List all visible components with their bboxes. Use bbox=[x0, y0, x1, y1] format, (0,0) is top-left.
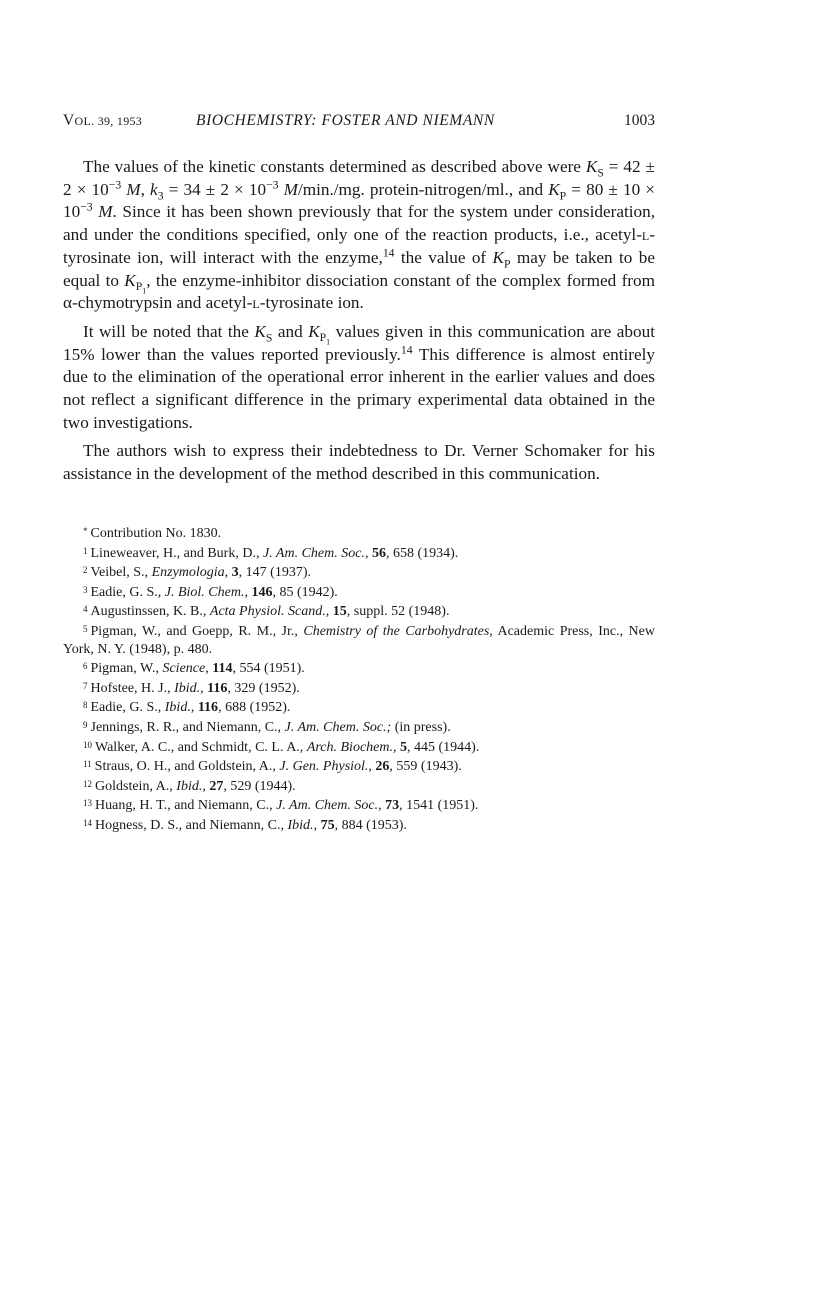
footnote: $^2$ Veibel, S., Enzymologia, 3, 147 (1937). bbox=[83, 565, 311, 581]
paragraph-acknowledgment: The authors wish to express their indebtedness to Dr. Verner Schomaker for his assistance in the development of the method described in this communication. bbox=[63, 441, 655, 484]
footnote: $^7$ Hofstee, H. J., Ibid., 116, 329 (1952). bbox=[83, 680, 300, 696]
footnote: $^3$ Eadie, G. S., J. Biol. Chem., 146, 85 (1942). bbox=[83, 584, 338, 600]
footnote: $^9$ Jennings, R. R., and Niemann, C., J. Am. Chem. Soc.; (in press). bbox=[83, 719, 451, 735]
volume-info: VOL. 39, 1953 bbox=[63, 112, 143, 129]
footnote: $^5$ Pigman, W., and Goepp, R. M., Jr., Chemistry of the Carbohydrates, Academic Press, Inc., New York, N. Y. (1948), p. 480. bbox=[63, 623, 655, 657]
footnote: $^{13}$ Huang, H. T., and Niemann, C., J. Am. Chem. Soc., 73, 1541 (1951). bbox=[83, 798, 479, 814]
reference-14: 14 bbox=[382, 246, 395, 260]
reference-14: 14 bbox=[400, 342, 413, 356]
footnote: $^{12}$ Goldstein, A., Ibid., 27, 529 (1944). bbox=[83, 778, 296, 794]
paragraph-kinetic-constants: The values of the kinetic constants determined as described above were $K_S = 42 \pm 2 \times 10^{-3}$ M, $k_3 = 34 \pm 2 \times 10^{-3}$ M/min./mg. protein-nitrogen/ml., and $K_P = 80 \pm 10 \times 10^{-3}$ M. Since it has been shown previously that for the system under consideration, and under the conditions specified, only one of the reaction products, i.e., acetyl-l-tyrosinate ion, will interact with the enzyme,$^{14}$ the value of $K_P$ may be taken to be equal to $K_{P_1}$, the enzyme-inhibitor dissociation constant of the complex formed from α-chymotrypsin and acetyl-l-tyrosinate ion. bbox=[63, 157, 655, 313]
paragraph-comparison: It will be noted that the $K_S$ and $K_{P_1}$ values given in this communication are about 15% lower than the values reported previously.$^{14}$ This difference is almost entirely due to the elimination of the operational error inherent in the earlier values and does not reflect a significant difference in the primary experimental data obtained in the two investigations. bbox=[63, 321, 656, 432]
footnotes bbox=[63, 523, 655, 835]
footnote: * Contribution No. 1830. bbox=[83, 526, 222, 541]
footnote: $^{14}$ Hogness, D. S., and Niemann, C., Ibid., 75, 884 (1953). bbox=[83, 817, 407, 833]
footnote: $^8$ Eadie, G. S., Ibid., 116, 688 (1952). bbox=[83, 700, 291, 716]
article-body bbox=[63, 156, 655, 492]
page-number: 1003 bbox=[624, 112, 655, 129]
journal-title: BIOCHEMISTRY: FOSTER AND NIEMANN bbox=[196, 112, 495, 129]
footnote: $^{11}$ Straus, O. H., and Goldstein, A., J. Gen. Physiol., 26, 559 (1943). bbox=[83, 759, 462, 775]
running-header bbox=[63, 112, 655, 136]
footnote: $^6$ Pigman, W., Science, 114, 554 (1951). bbox=[83, 661, 305, 677]
footnote: $^4$ Augustinssen, K. B., Acta Physiol. Scand., 15, suppl. 52 (1948). bbox=[83, 604, 450, 620]
footnote: $^1$ Lineweaver, H., and Burk, D., J. Am. Chem. Soc., 56, 658 (1934). bbox=[83, 545, 459, 561]
footnote: $^{10}$ Walker, A. C., and Schmidt, C. L. A., Arch. Biochem., 5, 445 (1944). bbox=[83, 739, 480, 755]
